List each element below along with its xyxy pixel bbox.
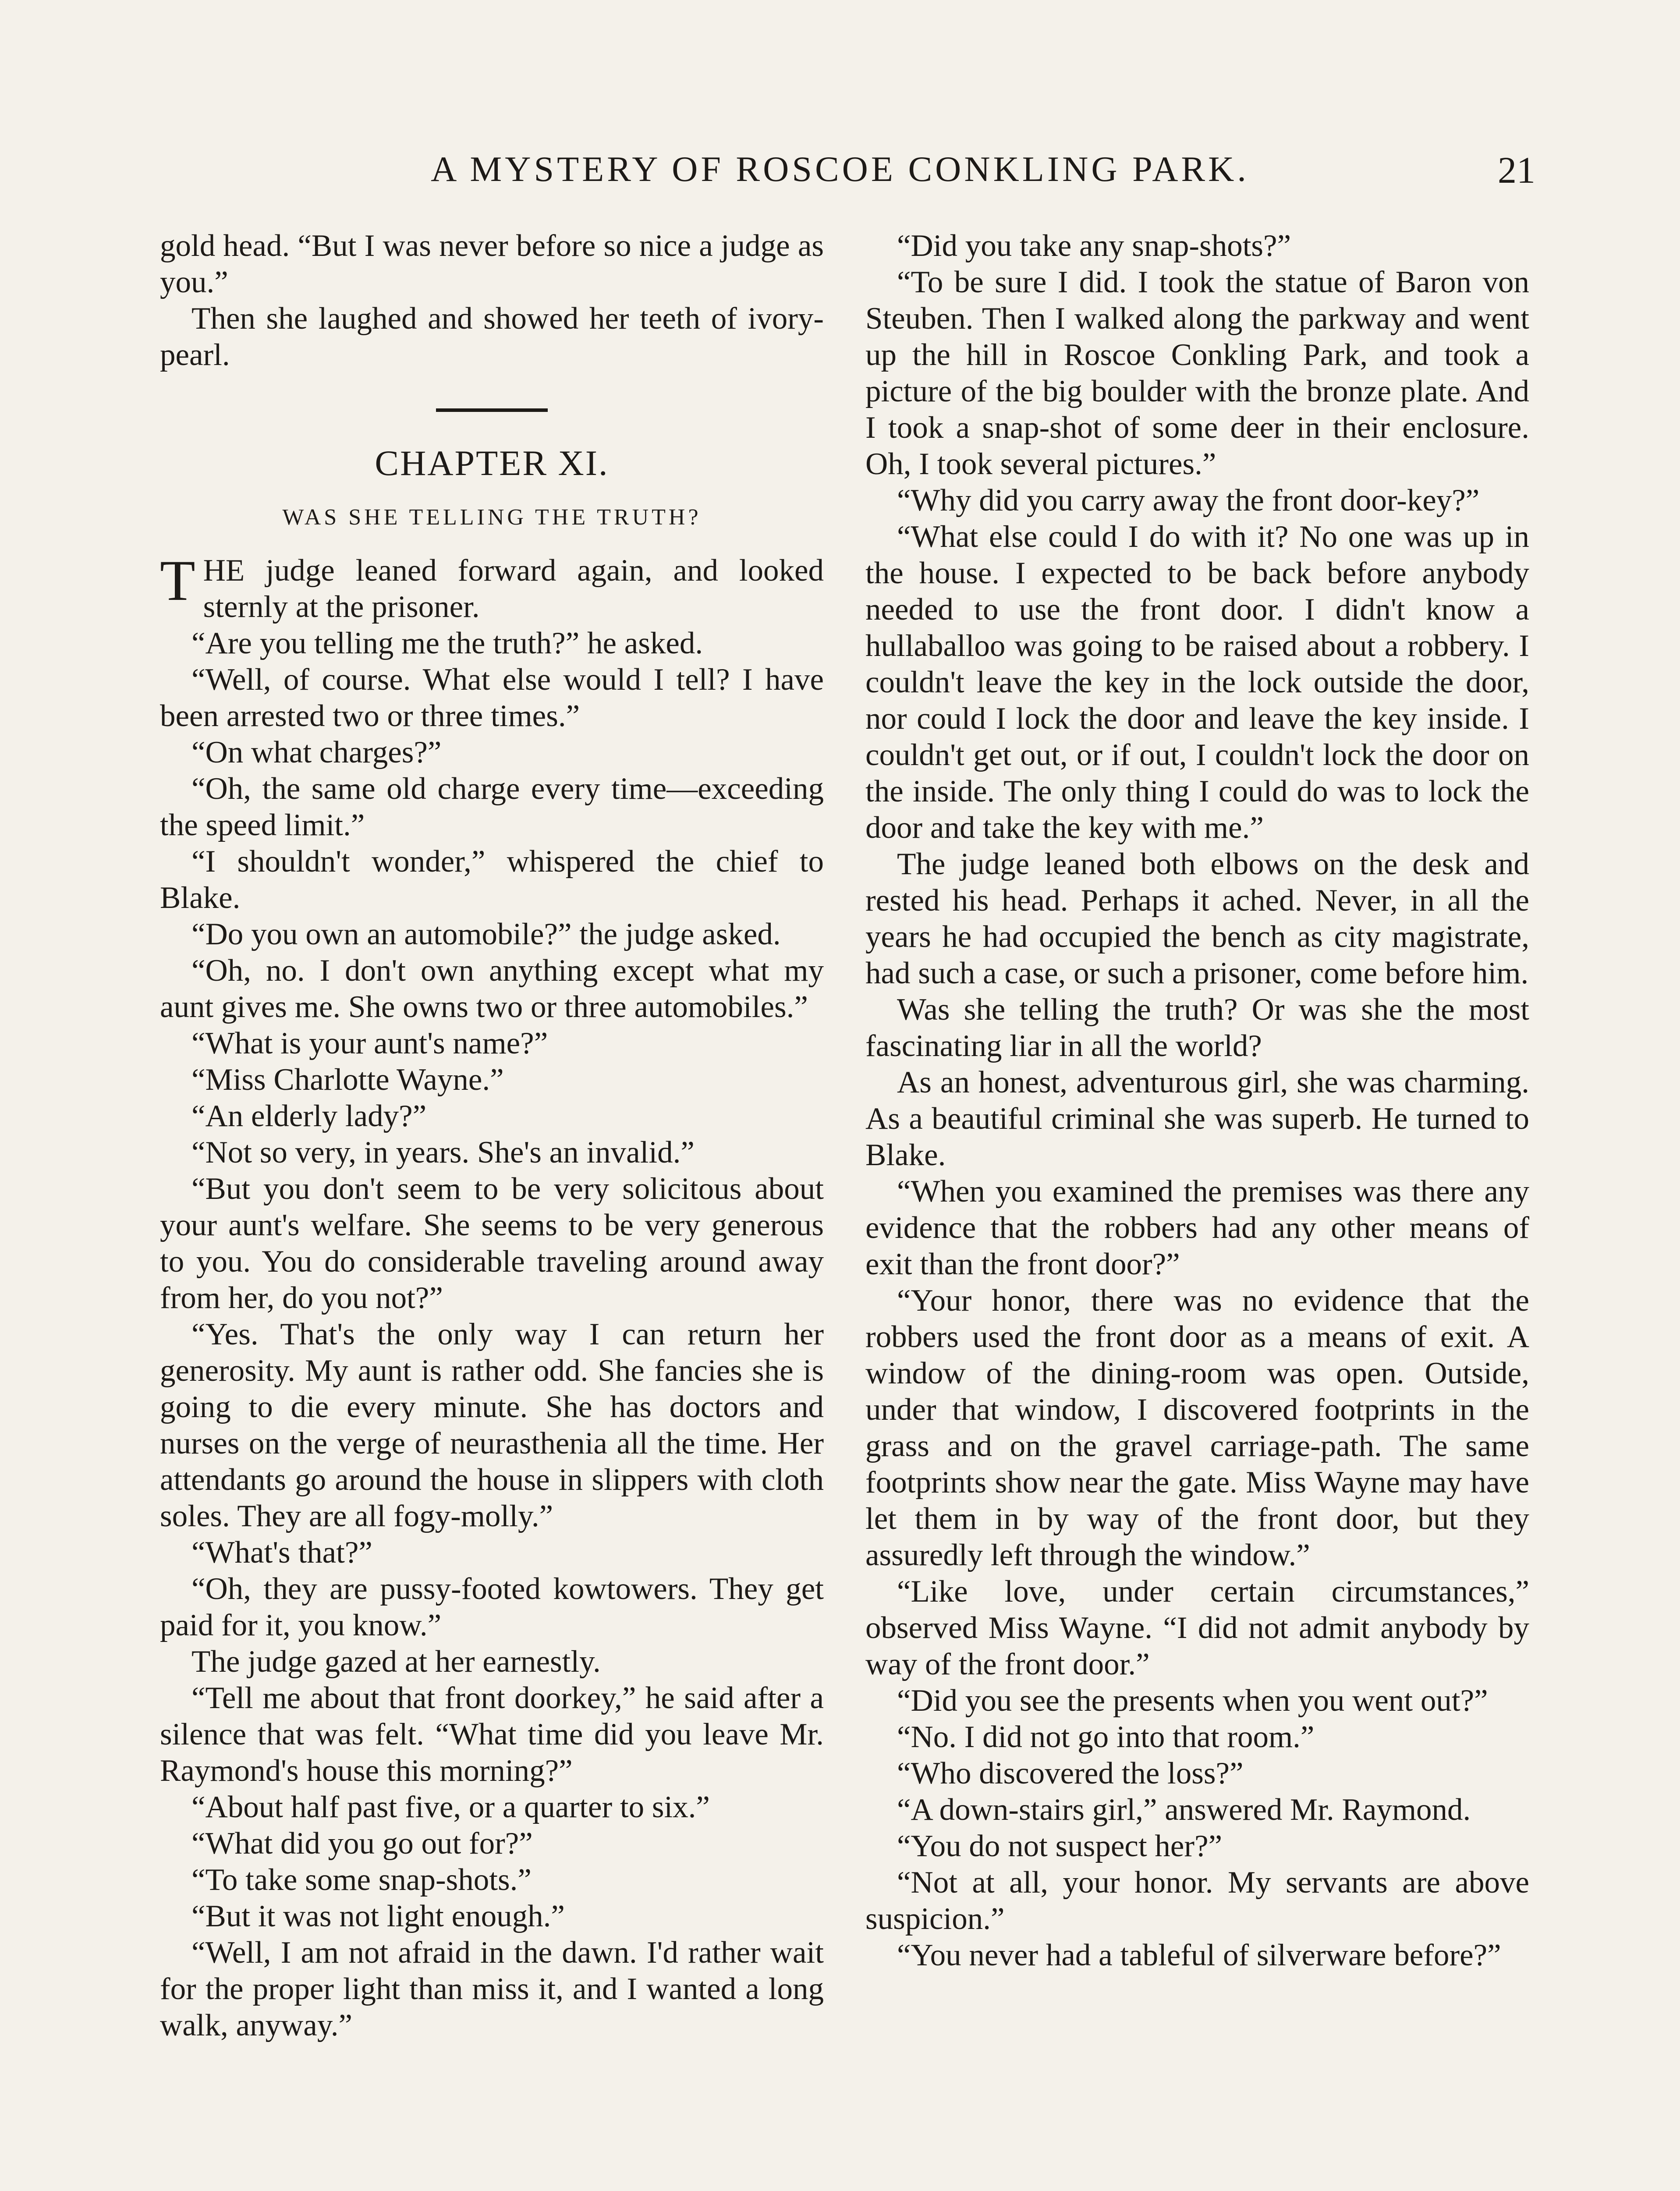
paragraph: “Yes. That's the only way I can return her generosity. My aunt is rather odd. She fancies she is going to die every minute. She has doctors and nurses on the verge of neurasthenia all the time. Her attendants go around the house in slippers with cloth soles. They are all fogy-molly.”: [160, 1317, 824, 1533]
paragraph: Was she telling the truth? Or was she the most fascinating liar in all the world?: [865, 993, 1529, 1063]
paragraph: “Not at all, your honor. My servants are above suspicion.”: [865, 1865, 1529, 1936]
paragraph: “Are you telling me the truth?” he asked.: [191, 626, 703, 660]
paragraph: “Why did you carry away the front door-key?”: [897, 483, 1480, 518]
paragraph: “What did you go out for?”: [191, 1826, 533, 1861]
paragraph: “You do not suspect her?”: [897, 1829, 1223, 1863]
page-number: 21: [1498, 149, 1535, 191]
right-column: [865, 228, 1529, 1974]
paragraph: “What's that?”: [191, 1535, 372, 1570]
paragraph: gold head. “But I was never before so nice a judge as you.”: [160, 229, 824, 299]
paragraph: “A down-stairs girl,” answered Mr. Raymond.: [897, 1793, 1471, 1827]
paragraph: “Do you own an automobile?” the judge asked.: [191, 917, 781, 951]
paragraph: “Who discovered the loss?”: [897, 1756, 1244, 1790]
paragraph: Then she laughed and showed her teeth of ivory-pearl.: [160, 301, 824, 372]
paragraph: “Did you take any snap-shots?”: [897, 229, 1291, 263]
paragraph: “An elderly lady?”: [191, 1099, 427, 1133]
paragraph: “Well, I am not afraid in the dawn. I'd rather wait for the proper light than miss it, and I wanted a long walk, anyway.”: [160, 1935, 824, 2042]
running-title: A MYSTERY OF ROSCOE CONKLING PARK.: [431, 149, 1249, 189]
left-column: [160, 228, 824, 2044]
chapter-subheading: WAS SHE TELLING THE TRUTH?: [282, 505, 702, 530]
paragraph: “When you examined the premises was there any evidence that the robbers had any other means of exit than the front door?”: [865, 1174, 1529, 1281]
running-header: [0, 151, 1680, 204]
paragraph: “On what charges?”: [191, 735, 442, 769]
paragraph: “Not so very, in years. She's an invalid.”: [191, 1135, 695, 1170]
paragraph: “Oh, they are pussy-footed kowtowers. They get paid for it, you know.”: [160, 1571, 824, 1642]
paragraph: “But it was not light enough.”: [191, 1899, 565, 1933]
paragraph: “Your honor, there was no evidence that the robbers used the front door as a means of exit. A window of the dining-room was open. Outside, under that window, I discovered footprints in the grass and on the gravel carriage-path. The same footprints show near the gate. Miss Wayne may have let them in by way of the front door, but they assuredly left through the window.”: [865, 1283, 1529, 1572]
paragraph: “You never had a tableful of silverware before?”: [897, 1938, 1501, 1972]
section-divider: [436, 408, 548, 412]
paragraph: “Did you see the presents when you went out?”: [897, 1684, 1488, 1718]
paragraph: “To be sure I did. I took the statue of Baron von Steuben. Then I walked along the parkway and went up the hill in Roscoe Conkling Park, and took a picture of the big boulder with the bronze plate. And I took a snap-shot of some deer in their enclosure. Oh, I took several pictures.”: [865, 265, 1529, 481]
paragraph: “To take some snap-shots.”: [191, 1862, 532, 1897]
paragraph: The judge gazed at her earnestly.: [191, 1644, 601, 1679]
paragraph: As an honest, adventurous girl, she was charming. As a beautiful criminal she was superb. He turned to Blake.: [865, 1065, 1529, 1172]
paragraph-text: HE judge leaned forward again, and looked sternly at the prisoner.: [203, 553, 824, 624]
paragraph: “Tell me about that front doorkey,” he said after a silence that was felt. “What time did you leave Mr. Raymond's house this morning?”: [160, 1680, 824, 1788]
drop-cap: T: [160, 548, 195, 613]
chapter-heading: CHAPTER XI.: [375, 443, 609, 483]
paragraph: “What else could I do with it? No one was up in the house. I expected to be back before anybody needed to use the front door. I didn't know a hullaballoo was going to be raised about a robbery. I couldn't leave the key in the lock outside the door, nor could I lock the door and leave the key inside. I couldn't get out, or if out, I couldn't lock the door on the inside. The only thing I could do was to lock the door and take the key with me.”: [865, 520, 1529, 845]
paragraph: “But you don't seem to be very solicitous about your aunt's welfare. She seems to be very generous to you. You do considerable traveling around away from her, do you not?”: [160, 1171, 824, 1315]
paragraph: “Well, of course. What else would I tell? I have been arrested two or three times.”: [160, 662, 824, 733]
paragraph: “I shouldn't wonder,” whispered the chief to Blake.: [160, 844, 824, 915]
paragraph: “No. I did not go into that room.”: [897, 1720, 1315, 1754]
paragraph: “About half past five, or a quarter to six.”: [191, 1790, 710, 1824]
paragraph: [160, 548, 824, 625]
paragraph: “Oh, no. I don't own anything except what my aunt gives me. She owns two or three automobiles.”: [160, 953, 824, 1024]
paragraph: “Like love, under certain circumstances,” observed Miss Wayne. “I did not admit anybody by way of the front door.”: [865, 1574, 1529, 1681]
paragraph: “Oh, the same old charge every time—exceeding the speed limit.”: [160, 771, 824, 842]
paragraph: The judge leaned both elbows on the desk and rested his head. Perhaps it ached. Never, in all the years he had occupied the bench as city magistrate, had such a case, or such a prisoner, come before him.: [865, 847, 1529, 990]
paragraph: “What is your aunt's name?”: [191, 1026, 548, 1060]
paragraph: “Miss Charlotte Wayne.”: [191, 1062, 504, 1097]
